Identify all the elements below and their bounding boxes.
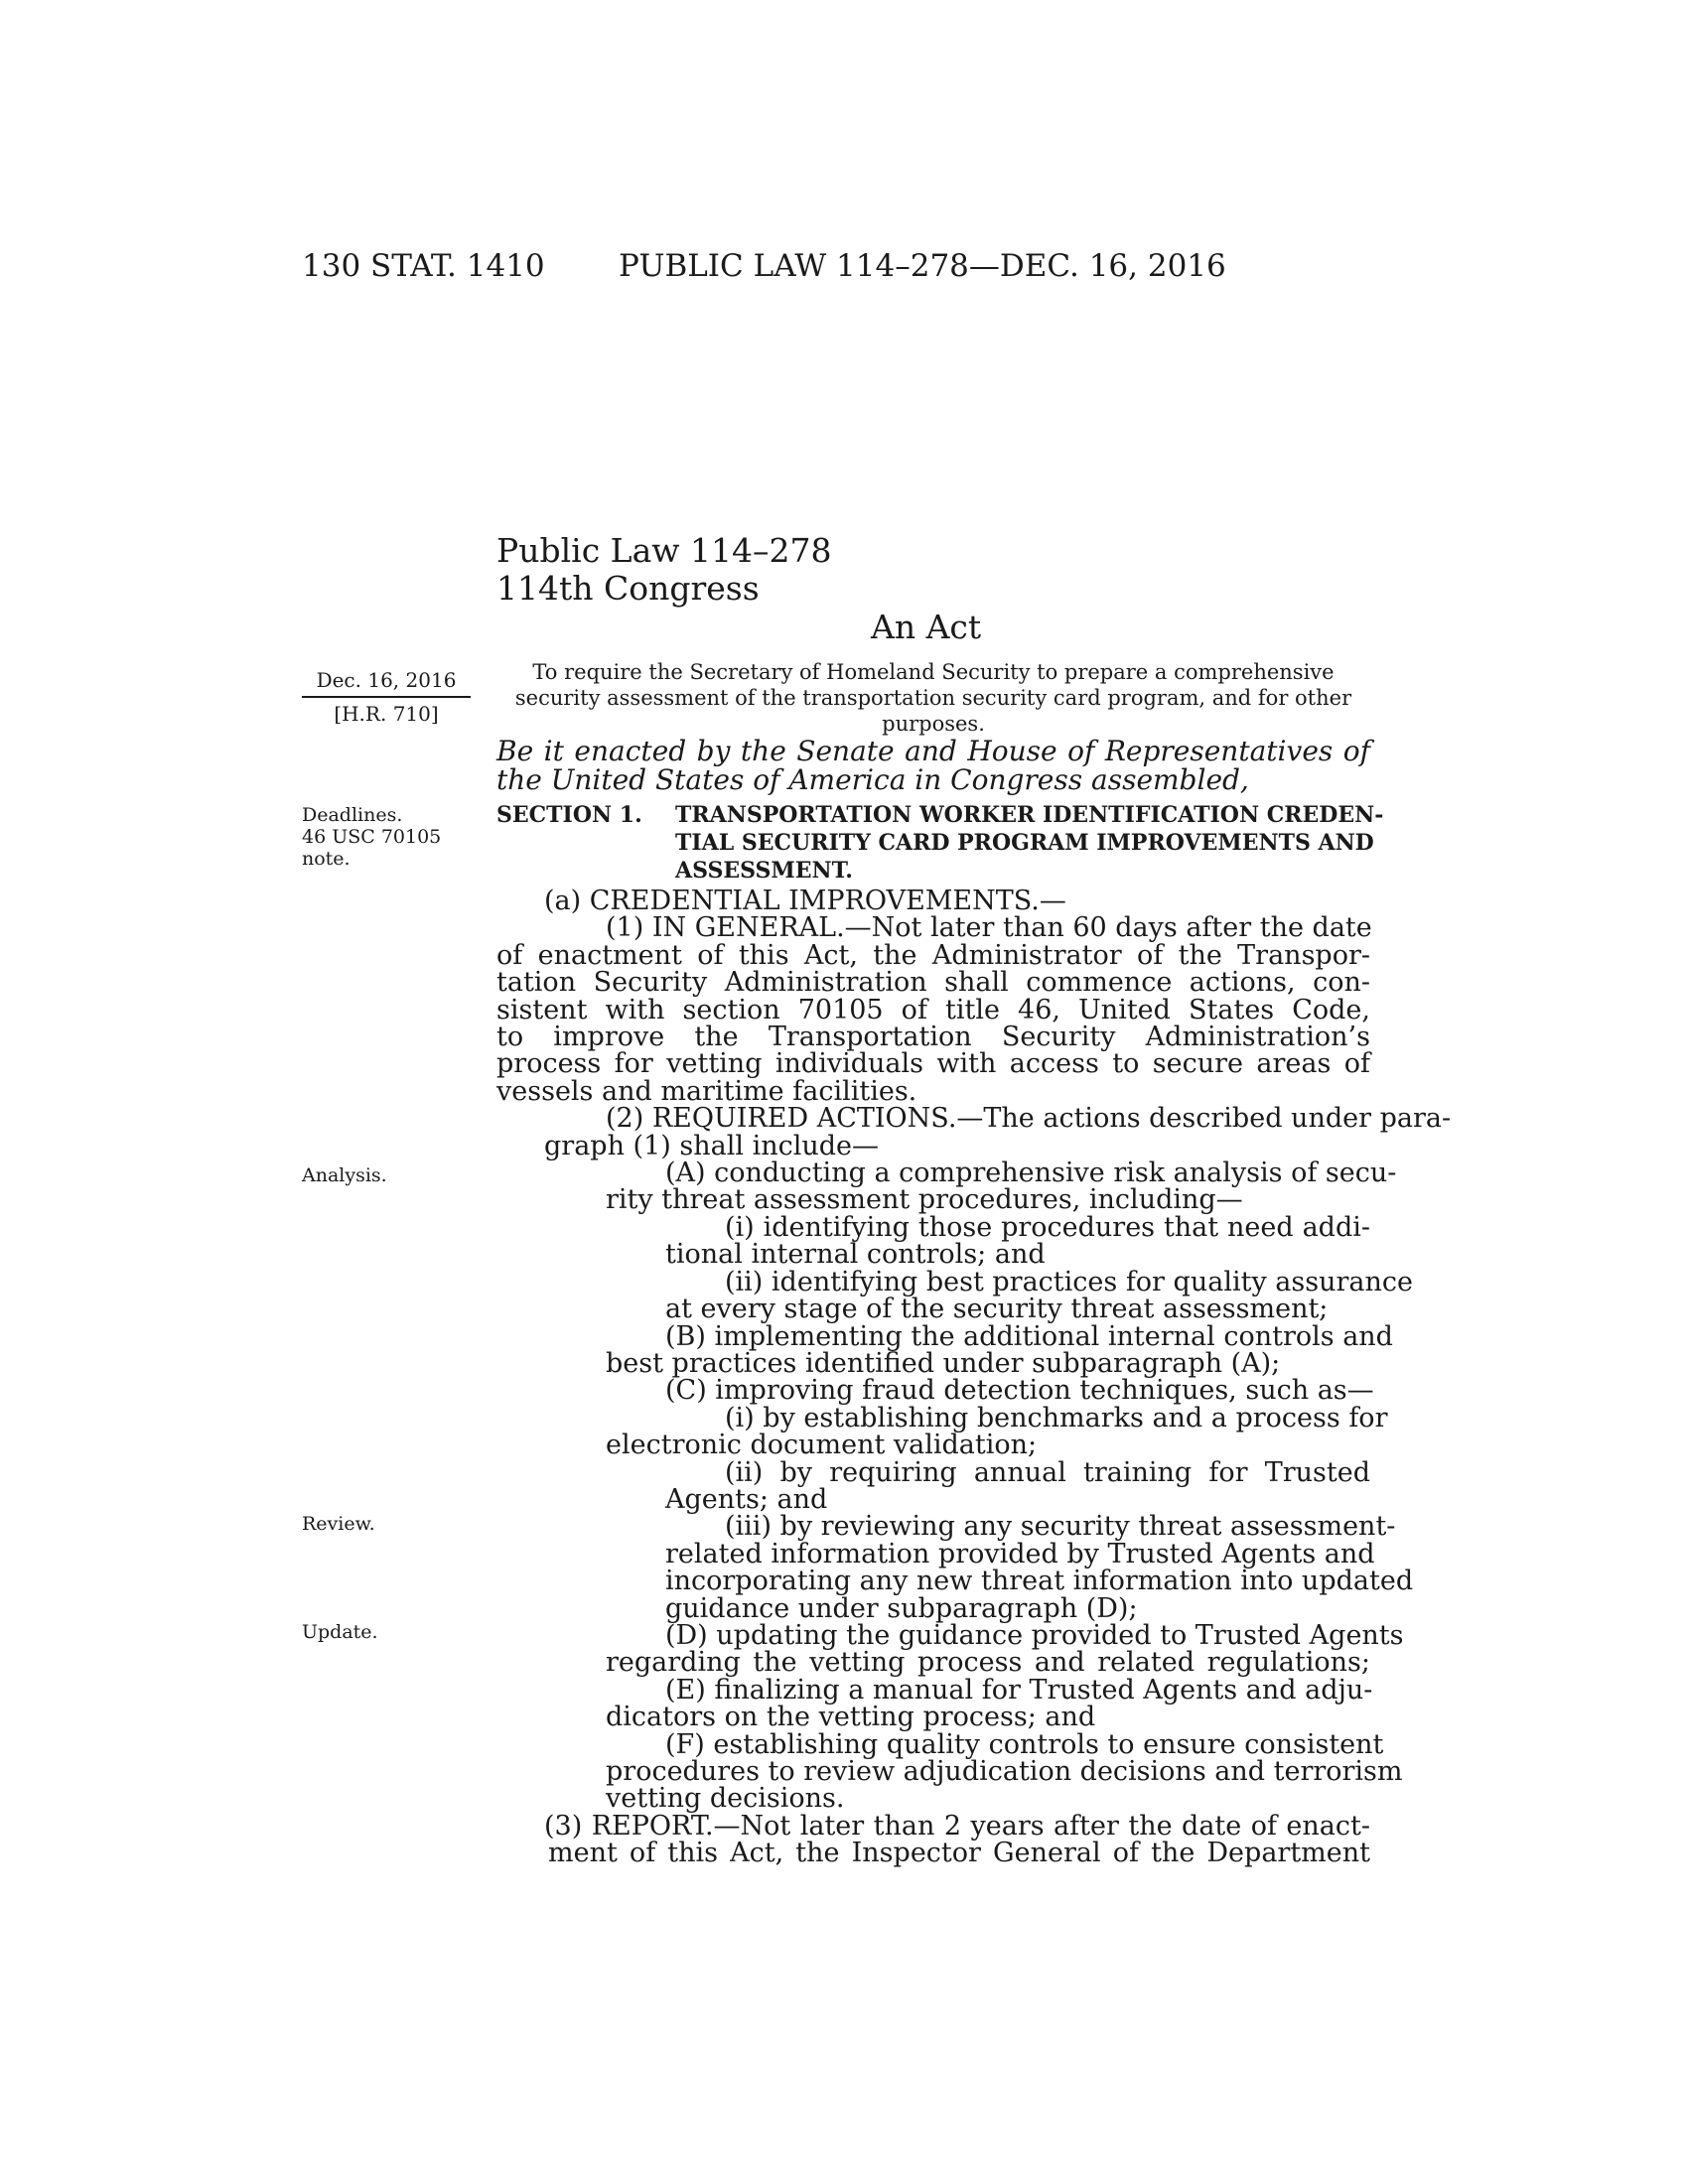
paragraph-line: graph (1) shall include—	[544, 1130, 879, 1161]
paragraph-line: process for vetting individuals with access to secure areas of	[496, 1048, 1370, 1080]
act-purpose: To require the Secretary of Homeland Security to prepare a comprehensive security assessment of the transportation security card program, and for other purposes.	[514, 660, 1352, 736]
paragraph-line: (1) IN GENERAL.—Not later than 60 days after the date	[606, 912, 1372, 944]
congress-number: 114th Congress	[496, 569, 760, 608]
clause-line: at every stage of the security threat assessment;	[665, 1294, 1329, 1325]
margin-note-update: Update.	[302, 1621, 378, 1643]
paragraph-line: vessels and maritime facilities.	[496, 1075, 917, 1107]
margin-note-line: Deadlines.	[302, 804, 403, 826]
act-heading: An Act	[871, 608, 982, 646]
subparagraph-line: vetting decisions.	[606, 1783, 845, 1815]
subparagraph-line: best practices identified under subparagraph (A);	[606, 1347, 1281, 1379]
subparagraph-line: (E) finalizing a manual for Trusted Agents and adju-	[665, 1674, 1373, 1706]
divider	[302, 696, 471, 698]
margin-note-analysis: Analysis.	[302, 1164, 387, 1186]
section-label: SECTION 1.	[496, 802, 642, 828]
public-law-number: Public Law 114–278	[496, 531, 832, 570]
paragraph-line: to improve the Transportation Security Administration’s	[496, 1022, 1370, 1053]
paragraph-line: ment of this Act, the Inspector General of the Department	[548, 1838, 1370, 1869]
clause-line: incorporating any new threat information into updated	[665, 1566, 1414, 1597]
clause-line: tional internal controls; and	[665, 1239, 1046, 1271]
margin-note-review: Review.	[302, 1513, 375, 1535]
subparagraph-line: rity threat assessment procedures, including—	[606, 1184, 1243, 1216]
section-title-line: ASSESSMENT.	[675, 858, 853, 884]
clause-line: (i) identifying those procedures that need addi-	[725, 1211, 1370, 1243]
margin-date-box	[302, 665, 471, 729]
margin-note-line: note.	[302, 848, 351, 870]
clause-line: (iii) by reviewing any security threat assessment-	[725, 1511, 1396, 1543]
subparagraph-line: (C) improving fraud detection techniques, such as—	[665, 1375, 1374, 1407]
section-body	[496, 886, 1452, 1869]
enacting-clause: Be it enacted by the Senate and House of Representatives of the United States of America in Congress assembled,	[496, 735, 1370, 796]
clause-line: related information provided by Trusted Agents and	[665, 1538, 1375, 1570]
subparagraph-line: (F) establishing quality controls to ensure consistent	[665, 1728, 1384, 1760]
paragraph-line: (2) REQUIRED ACTIONS.—The actions described under para-	[606, 1103, 1452, 1135]
clause-line: Agents; and	[665, 1483, 828, 1515]
clause-line: (ii) by requiring annual training for Trusted	[725, 1456, 1370, 1488]
subparagraph-line: (B) implementing the additional internal controls and	[665, 1320, 1393, 1352]
paragraph-line: tation Security Administration shall commence actions, con-	[496, 967, 1370, 999]
margin-note-deadlines	[302, 804, 441, 870]
subparagraph-line: regarding the vetting process and related regulations;	[606, 1647, 1370, 1679]
paragraph-line: of enactment of this Act, the Administrator of the Transpor-	[496, 939, 1370, 971]
section-title-line: TRANSPORTATION WORKER IDENTIFICATION CREDEN-	[675, 802, 1384, 828]
clause-line: electronic document validation;	[606, 1430, 1038, 1461]
subparagraph-line: (A) conducting a comprehensive risk analysis of secu-	[665, 1158, 1397, 1189]
bill-number: [H.R. 710]	[334, 702, 439, 726]
paragraph-line: (3) REPORT.—Not later than 2 years after the date of enact-	[544, 1810, 1370, 1842]
subparagraph-line: dicators on the vetting process; and	[606, 1702, 1096, 1733]
section-title-line: TIAL SECURITY CARD PROGRAM IMPROVEMENTS AND	[675, 830, 1374, 856]
clause-line: (i) by establishing benchmarks and a process for	[725, 1402, 1388, 1433]
section-heading	[496, 801, 1384, 885]
running-header: PUBLIC LAW 114–278—DEC. 16, 2016	[619, 248, 1226, 284]
paragraph-line: sistent with section 70105 of title 46, United States Code,	[496, 994, 1370, 1025]
subparagraph-line: procedures to review adjudication decisions and terrorism	[606, 1756, 1403, 1787]
page-citation: 130 STAT. 1410	[302, 248, 545, 284]
clause-line: guidance under subparagraph (D);	[665, 1592, 1138, 1624]
clause-line: (ii) identifying best practices for quality assurance	[725, 1266, 1413, 1297]
enactment-date: Dec. 16, 2016	[316, 668, 457, 692]
subsection-heading: (a) CREDENTIAL IMPROVEMENTS.—	[544, 886, 1066, 916]
subparagraph-line: (D) updating the guidance provided to Trusted Agents	[665, 1619, 1404, 1651]
margin-note-line: 46 USC 70105	[302, 826, 442, 848]
